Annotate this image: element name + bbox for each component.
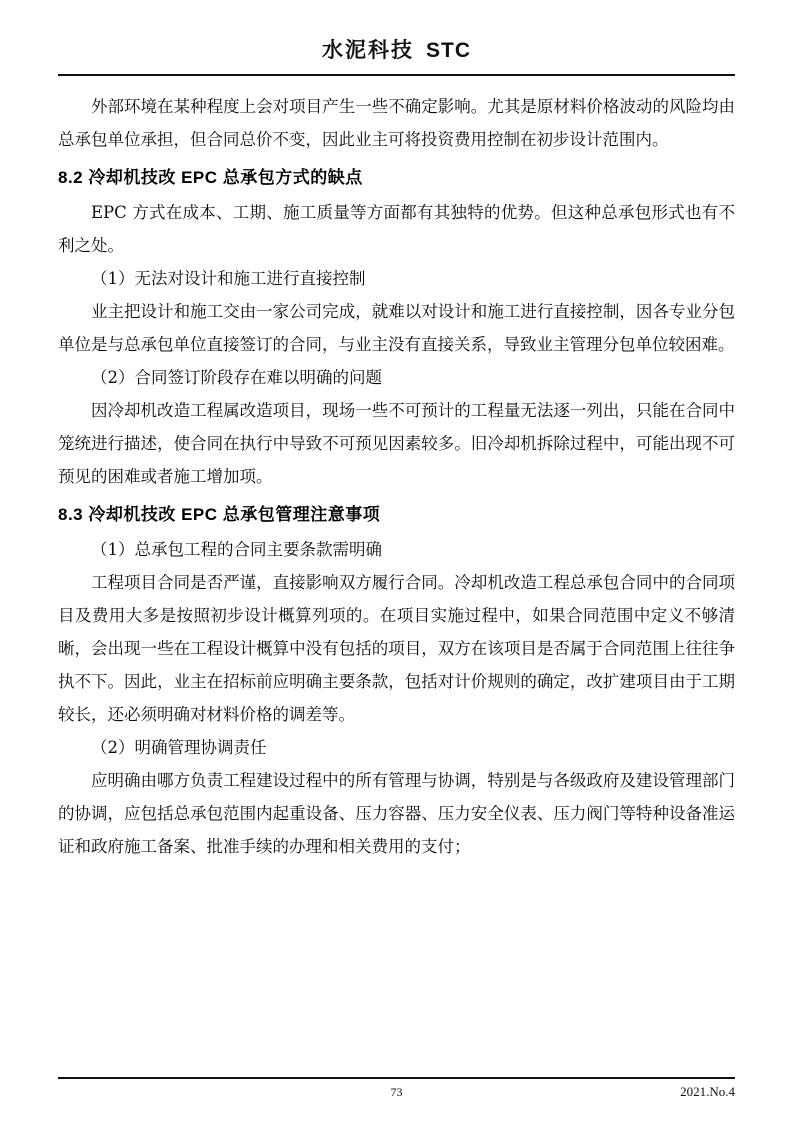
page-content-area (58, 34, 735, 1092)
page-number: 73 (390, 1084, 403, 1099)
paragraph: 因冷却机改造工程属改造项目，现场一些不可预计的工程量无法逐一列出，只能在合同中笼统进行描述，使合同在执行中导致不可预见因素较多。旧冷却机拆除过程中，可能出现不可预见的困难或者施工增加项。 (58, 401, 735, 486)
list-item: （1）无法对设计和施工进行直接控制 (91, 269, 366, 288)
footer-divider (58, 1077, 735, 1079)
paragraph: 应明确由哪方负责工程建设过程中的所有管理与协调，特别是与各级政府及建设管理部门的协调，应包括总承包范围内起重设备、压力容器、压力安全仪表、压力阀门等特种设备准运证和政府施工备案、批准手续的办理和相关费用的支付； (58, 771, 735, 856)
list-item: （2）合同签订阶段存在难以明确的问题 (91, 368, 382, 387)
list-item: （2）明确管理协调责任 (91, 738, 267, 757)
paragraph: 工程项目合同是否严谨，直接影响双方履行合同。冷却机改造工程总承包合同中的合同项目及费用大多是按照初步设计概算列项的。在项目实施过程中，如果合同范围中定义不够清晰，会出现一些在工程设计概算中没有包括的项目，双方在该项目是否属于合同范围上往往争执不下。因此，业主在招标前应明确主要条款，包括对计价规则的确定，改扩建项目由于工期较长，还必须明确对材料价格的调差等。 (58, 573, 735, 724)
paragraph: 业主把设计和施工交由一家公司完成，就难以对设计和施工进行直接控制，因各专业分包单位是与总承包单位直接签订的合同，与业主没有直接关系，导致业主管理分包单位较困难。 (58, 302, 735, 354)
list-item: （1）总承包工程的合同主要条款需明确 (91, 540, 382, 559)
journal-header (58, 34, 735, 72)
section-heading-8-3: 8.3 冷却机技改 EPC 总承包管理注意事项 (58, 505, 381, 524)
journal-title: 水泥科技 (322, 37, 414, 62)
body-content (58, 90, 735, 863)
header-divider (58, 74, 735, 76)
paragraph: 外部环境在某种程度上会对项目产生一些不确定影响。尤其是原材料价格波动的风险均由总承包单位承担，但合同总价不变，因此业主可将投资费用控制在初步设计范围内。 (58, 97, 735, 149)
journal-abbreviation: STC (426, 39, 471, 62)
section-heading-8-2: 8.2 冷却机技改 EPC 总承包方式的缺点 (58, 168, 363, 187)
paragraph: EPC 方式在成本、工期、施工质量等方面都有其独特的优势。但这种总承包形式也有不利之处。 (58, 203, 735, 255)
issue-label: 2021.No.4 (680, 1084, 735, 1099)
page-footer (58, 1077, 735, 1100)
